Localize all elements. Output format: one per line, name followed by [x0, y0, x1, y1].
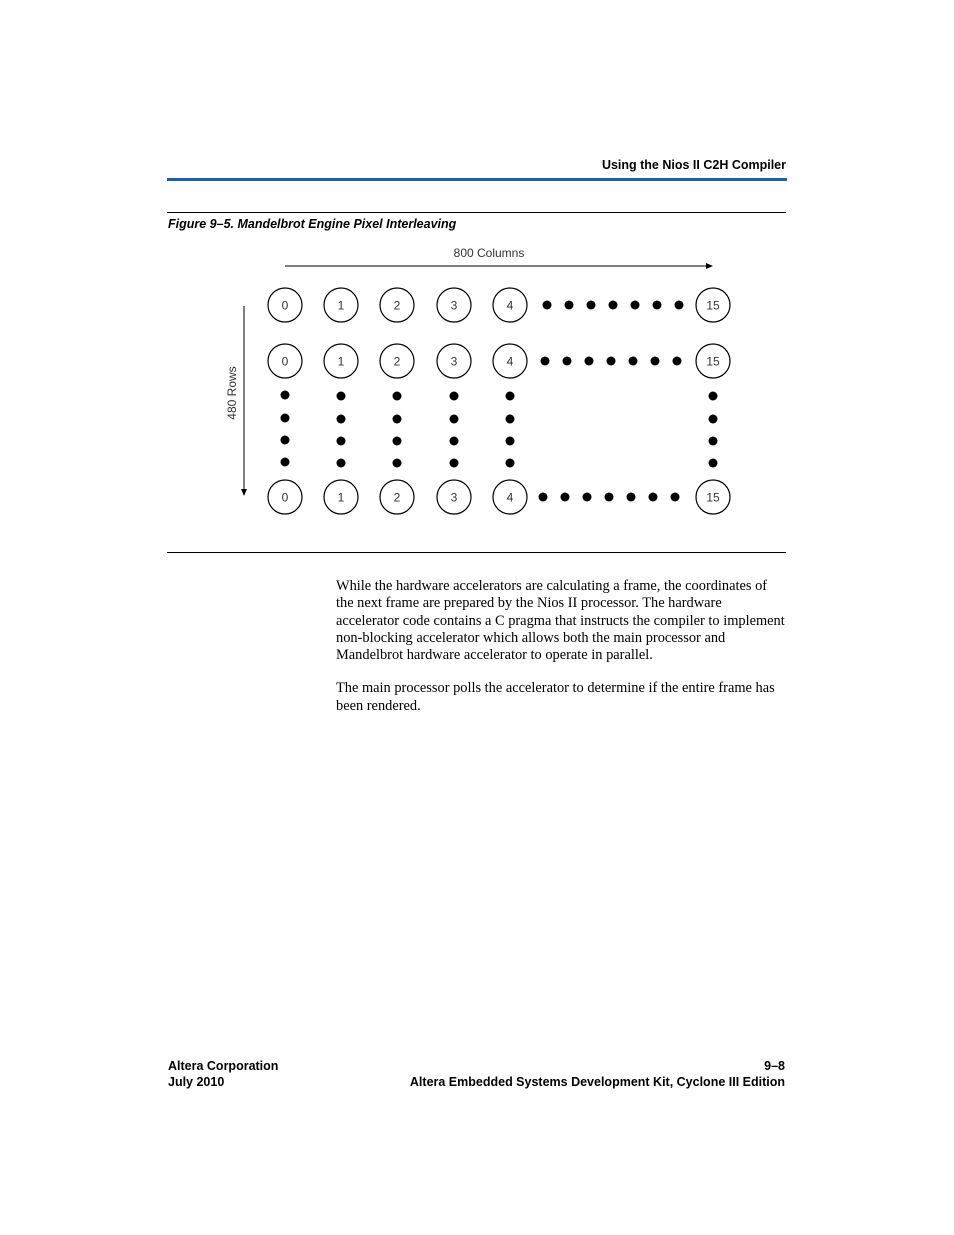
engine-label: 2 [393, 298, 401, 313]
footer-page-number: 9–8 [764, 1059, 785, 1073]
engine-label: 1 [337, 490, 345, 505]
engine-label: 0 [281, 298, 289, 313]
ellipsis-dot [709, 437, 718, 446]
ellipsis-dot [673, 357, 682, 366]
ellipsis-dot [337, 437, 346, 446]
engine-label: 0 [281, 490, 289, 505]
engine-label: 1 [337, 298, 345, 313]
figure-bottom-rule [167, 552, 786, 553]
columns-label: 800 Columns [453, 246, 525, 260]
ellipsis-dot [651, 357, 660, 366]
engine-label: 1 [337, 354, 345, 369]
ellipsis-dot [563, 357, 572, 366]
engine-label: 4 [506, 298, 514, 313]
ellipsis-dot [506, 459, 515, 468]
ellipsis-dot [450, 437, 459, 446]
ellipsis-dot [543, 301, 552, 310]
engine-label: 2 [393, 354, 401, 369]
ellipsis-dot [653, 301, 662, 310]
ellipsis-dot [649, 493, 658, 502]
ellipsis-dot [539, 493, 548, 502]
ellipsis-dot [393, 437, 402, 446]
engine-label: 15 [706, 298, 720, 313]
ellipsis-dot [281, 458, 290, 467]
ellipsis-dot [607, 357, 616, 366]
footer-company: Altera Corporation [168, 1059, 279, 1073]
ellipsis-dot [671, 493, 680, 502]
running-header-title: Using the Nios II C2H Compiler [601, 158, 786, 172]
engine-label: 3 [450, 354, 458, 369]
rows-label: 480 Rows [225, 366, 239, 420]
engine-label: 15 [706, 490, 720, 505]
interleaving-diagram [0, 0, 954, 560]
ellipsis-dot [675, 301, 684, 310]
engine-label: 2 [393, 490, 401, 505]
ellipsis-dot [450, 415, 459, 424]
engine-label: 3 [450, 490, 458, 505]
ellipsis-dot [281, 391, 290, 400]
ellipsis-dot [506, 437, 515, 446]
ellipsis-dot [393, 459, 402, 468]
engine-label: 3 [450, 298, 458, 313]
ellipsis-dot [627, 493, 636, 502]
ellipsis-dot [565, 301, 574, 310]
ellipsis-dot [629, 357, 638, 366]
ellipsis-dot [631, 301, 640, 310]
ellipsis-dot [561, 493, 570, 502]
ellipsis-dot [587, 301, 596, 310]
footer-left [168, 1059, 278, 1090]
ellipsis-dot [709, 459, 718, 468]
ellipsis-dot [541, 357, 550, 366]
ellipsis-dot [337, 392, 346, 401]
ellipsis-dot [450, 392, 459, 401]
footer-book-title: Altera Embedded Systems Development Kit, Cyclone III Edition [409, 1074, 785, 1089]
engine-grid [268, 288, 730, 514]
ellipsis-dot [393, 392, 402, 401]
footer-date: July 2010 [168, 1074, 225, 1089]
ellipsis-dot [393, 415, 402, 424]
engine-label: 0 [281, 354, 289, 369]
ellipsis-dot [709, 392, 718, 401]
figure-caption: Figure 9–5. Mandelbrot Engine Pixel Interleaving [168, 217, 457, 231]
ellipsis-dot [605, 493, 614, 502]
footer-right [410, 1059, 785, 1090]
body-text [336, 578, 788, 731]
ellipsis-dot [609, 301, 618, 310]
ellipsis-dot [337, 415, 346, 424]
ellipsis-dot [506, 392, 515, 401]
ellipsis-dot [583, 493, 592, 502]
paragraph: While the hardware accelerators are calculating a frame, the coordinates of the next frame are prepared by the Nios II processor. The hardware accelerator code contains a C pragma that instructs the compiler to implement non-blocking accelerator which allows both the main processor and Mandelbrot hardware accelerator to operate in parallel. [336, 578, 785, 664]
ellipsis-dot [709, 415, 718, 424]
engine-label: 4 [506, 490, 514, 505]
paragraph: The main processor polls the accelerator to determine if the entire frame has been rendered. [336, 680, 775, 714]
engine-label: 4 [506, 354, 514, 369]
ellipsis-dot [506, 415, 515, 424]
engine-label: 15 [706, 354, 720, 369]
ellipsis-dot [450, 459, 459, 468]
ellipsis-dot [585, 357, 594, 366]
ellipsis-dot [281, 436, 290, 445]
ellipsis-dot [337, 459, 346, 468]
ellipsis-dot [281, 414, 290, 423]
